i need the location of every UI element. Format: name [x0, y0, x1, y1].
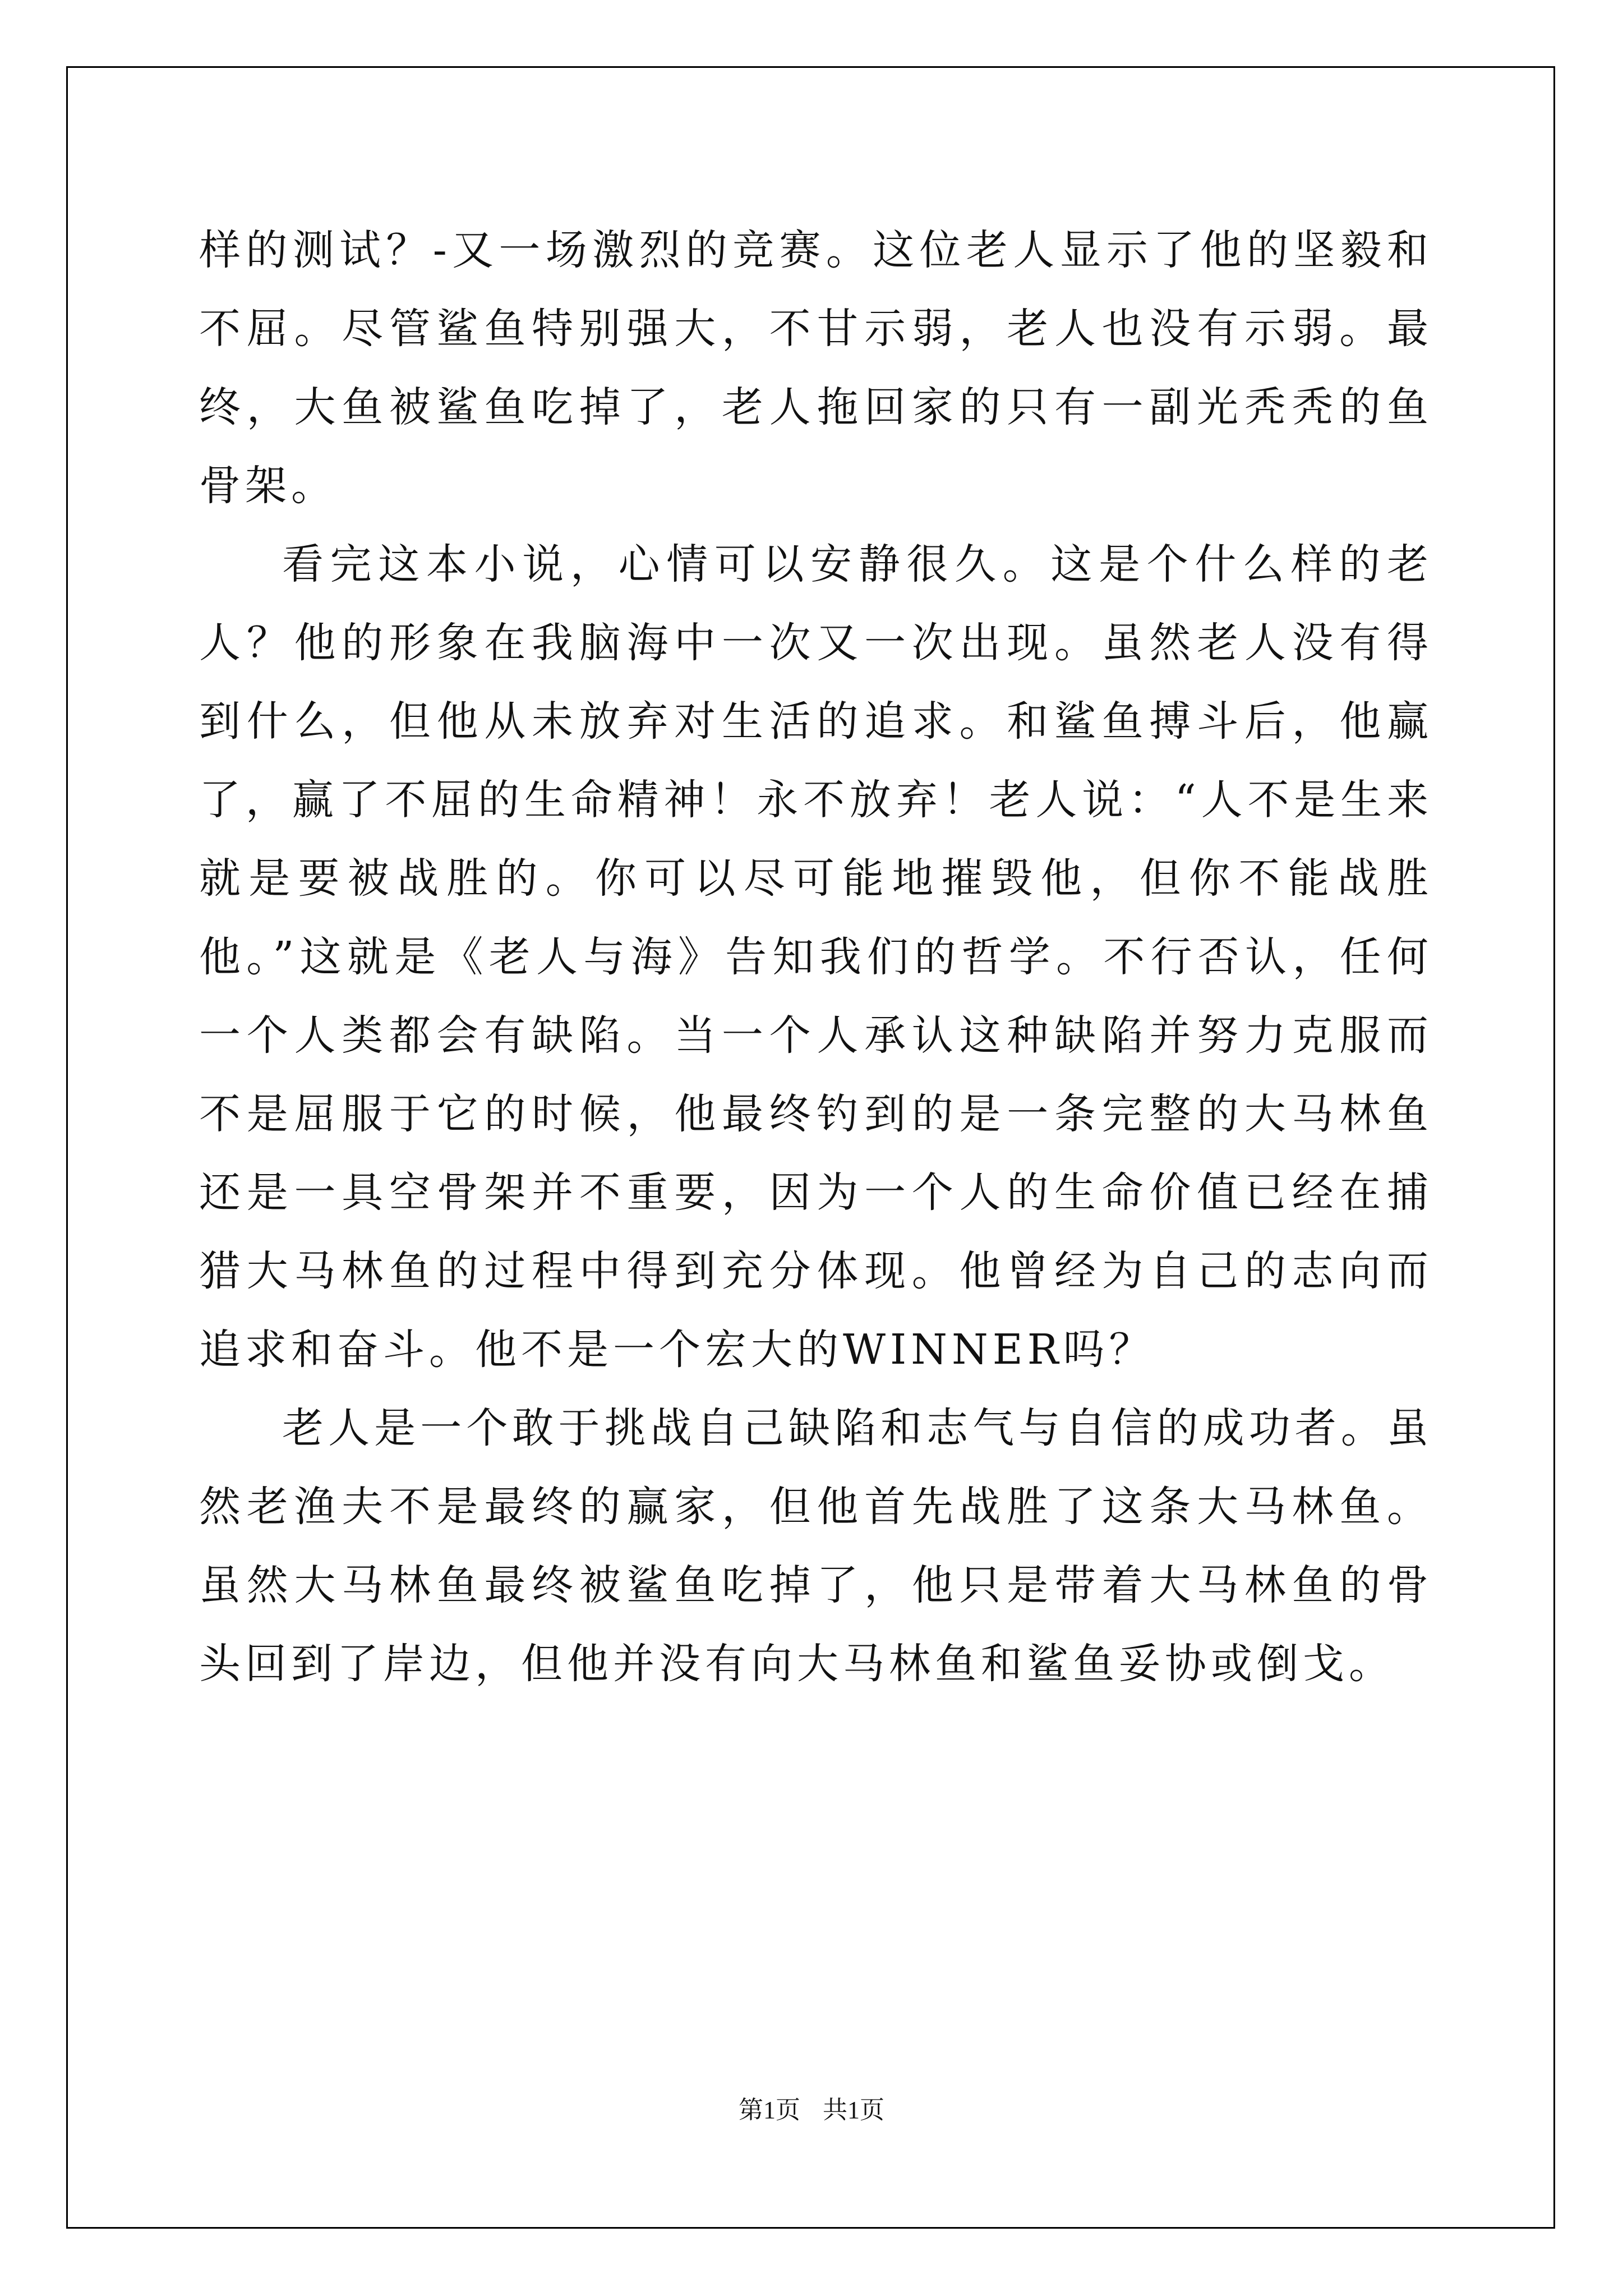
paragraph-3: 老人是一个敢于挑战自己缺陷和志气与自信的成功者。虽然老渔夫不是最终的赢家，但他首先战胜了这条大马林鱼。虽然大马林鱼最终被鲨鱼吃掉了，他只是带着大马林鱼的骨头回到了岸边，但他并没有向大马林鱼和鲨鱼妥协或倒戈。 — [199, 1404, 1433, 1688]
paragraph-2: 看完这本小说，心情可以安静很久。这是个什么样的老人？他的形象在我脑海中一次又一次出现。虽然老人没有得到什么，但他从未放弃对生活的追求。和鲨鱼搏斗后，他赢了，赢了不屈的生命精神！永不放弃！老人说：“人不是生来就是要被战胜的。你可以尽可能地摧毁他，但你不能战胜他。”这就是《老人与海》告知我们的哲学。不行否认，任何一个人类都会有缺陷。当一个人承认这种缺陷并努力克服而不是屈服于它的时候，他最终钓到的是一条完整的大马林鱼还是一具空骨架并不重要，因为一个人的生命价值已经在捕猎大马林鱼的过程中得到充分体现。他曾经为自己的志向而追求和奋斗。他不是一个宏大的WINNER吗？ — [199, 540, 1433, 1374]
page-number: 第1页 — [739, 2096, 800, 2124]
page-footer — [0, 2090, 1623, 2125]
document-body — [199, 211, 1433, 1703]
paragraph-1: 样的测试？-又一场激烈的竞赛。这位老人显示了他的坚毅和不屈。尽管鲨鱼特别强大，不甘示弱，老人也没有示弱。最终，大鱼被鲨鱼吃掉了，老人拖回家的只有一副光秃秃的鱼骨架。 — [199, 226, 1433, 510]
page-total: 共1页 — [823, 2096, 884, 2124]
